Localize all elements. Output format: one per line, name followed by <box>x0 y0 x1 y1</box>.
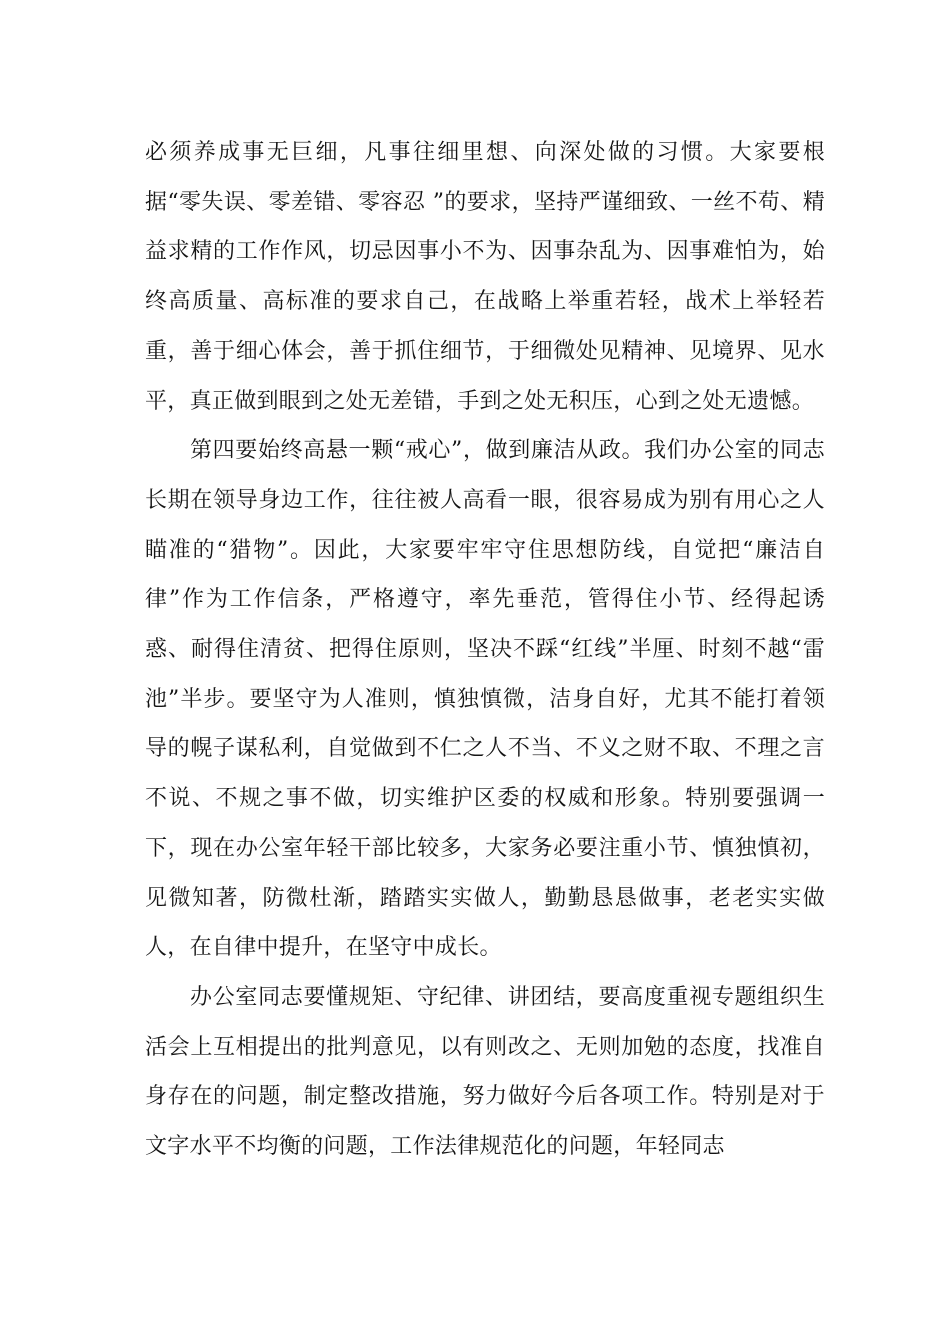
body-text <box>145 128 825 1172</box>
paragraph-1: 必须养成事无巨细，凡事往细里想、向深处做的习惯。大家要根据“零失误、零差错、零容忍 ”的要求，坚持严谨细致、一丝不苟、精益求精的工作作风，切忌因事小不为、因事杂乱为、因事难怕为，始终高质量、高标准的要求自己，在战略上举重若轻，战术上举轻若重，善于细心体会，善于抓住细节，于细微处见精神、见境界、见水平，真正做到眼到之处无差错，手到之处无积压，心到之处无遗憾。 <box>145 140 825 414</box>
paragraph-3: 办公室同志要懂规矩、守纪律、讲团结，要高度重视专题组织生活会上互相提出的批判意见，以有则改之、无则加勉的态度，找准自身存在的问题，制定整改措施，努力做好今后各项工作。特别是对于文字水平不均衡的问题，工作法律规范化的问题，年轻同志 <box>145 984 825 1160</box>
paragraph-2: 第四要始终高悬一颗“戒心”，做到廉洁从政。我们办公室的同志长期在领导身边工作，往往被人高看一眼，很容易成为别有用心之人瞄准的“猎物”。因此，大家要牢牢守住思想防线，自觉把“廉洁自律”作为工作信条，严格遵守，率先垂范，管得住小节、经得起诱惑、耐得住清贫、把得住原则，坚决不踩“红线”半厘、时刻不越“雷池”半步。要坚守为人准则，慎独慎微，洁身自好，尤其不能打着领导的幌子谋私利，自觉做到不仁之人不当、不义之财不取、不理之言不说、不规之事不做，切实维护区委的权威和形象。特别要强调一下，现在办公室年轻干部比较多，大家务必要注重小节、慎独慎初，见微知著，防微杜渐，踏踏实实做人，勤勤恳恳做事，老老实实做人，在自律中提升，在坚守中成长。 <box>145 438 825 961</box>
